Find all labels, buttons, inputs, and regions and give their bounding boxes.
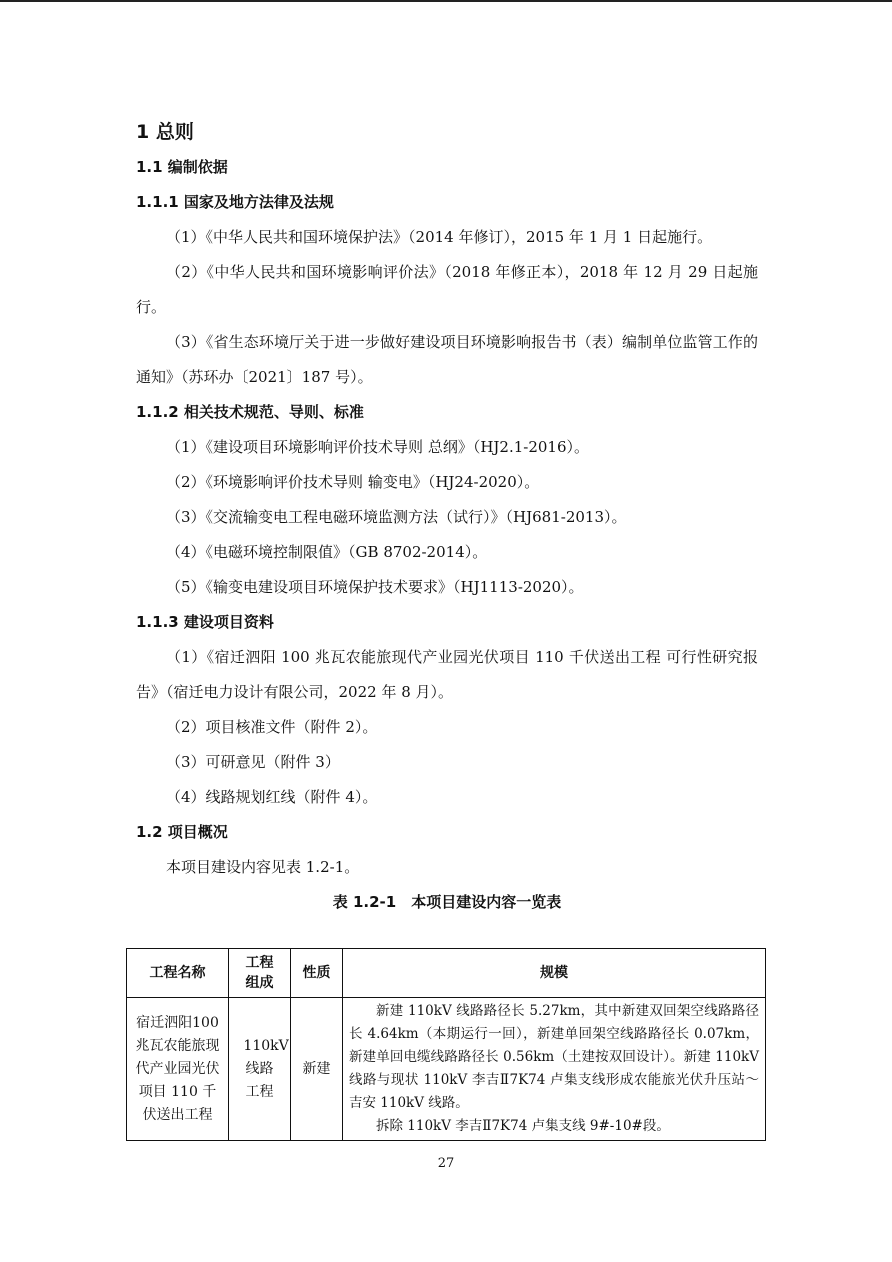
law-item: （1）《中华人民共和国环境保护法》（2014 年修订），2015 年 1 月 1 日起施行。: [166, 228, 713, 246]
table-row: [127, 998, 766, 1141]
construction-content-table: [126, 948, 766, 1141]
material-item: （1）《宿迁泗阳 100 兆瓦农能旅现代产业园光伏项目 110 千伏送出工程 可行性研究报告》（宿迁电力设计有限公司，2022 年 8 月）。: [136, 648, 758, 701]
scale-paragraph-remove: 拆除 110kV 李吉Ⅱ7K74 卢集支线 9#-10#段。: [376, 1118, 670, 1134]
chapter-heading: 1 总则: [136, 121, 194, 143]
header-scale: 规模: [343, 949, 766, 998]
header-component-text: 工程组成: [245, 955, 274, 991]
section-heading-1-1: 1.1 编制依据: [136, 158, 228, 176]
header-nature: 性质: [291, 949, 343, 998]
cell-nature: 新建: [291, 998, 343, 1141]
cell-component: [229, 998, 291, 1141]
material-item: （2）项目核准文件（附件 2）。: [166, 718, 378, 736]
law-item: （2）《中华人民共和国环境影响评价法》（2018 年修正本），2018 年 12 月 29 日起施行。: [136, 263, 758, 316]
standard-item: （2）《环境影响评价技术导则 输变电》（HJ24-2020）。: [166, 473, 540, 491]
cell-scale: [343, 998, 766, 1141]
top-rule: [0, 0, 892, 2]
section-heading-1-1-1: 1.1.1 国家及地方法律及法规: [136, 193, 334, 211]
cell-project-name: [127, 998, 229, 1141]
standard-item: （3）《交流输变电工程电磁环境监测方法（试行）》（HJ681-2013）。: [166, 508, 627, 526]
overview-text: 本项目建设内容见表 1.2-1。: [166, 858, 360, 876]
cell-component-text: 110kV线路工程: [243, 1037, 289, 1100]
table-header-row: [127, 949, 766, 998]
table-caption: 表 1.2-1 本项目建设内容一览表: [332, 893, 562, 911]
page-number: 27: [437, 1156, 455, 1171]
section-heading-1-1-3: 1.1.3 建设项目资料: [136, 613, 274, 631]
material-item: （3）可研意见（附件 3）: [166, 753, 340, 771]
header-project-name: 工程名称: [127, 949, 229, 998]
section-heading-1-1-2: 1.1.2 相关技术规范、导则、标准: [136, 403, 364, 421]
section-heading-1-2: 1.2 项目概况: [136, 823, 228, 841]
header-component: [229, 949, 291, 998]
scale-paragraph-new: 新建 110kV 线路路径长 5.27km，其中新建双回架空线路路径长 4.64km（本期运行一回），新建单回架空线路路径长 0.07km，新建单回电缆线路路径长 0.56km（土建按双回设计）。新建 110kV 线路与现状 110kV 李吉Ⅱ7K74 卢集支线形成农能旅光伏升压站～吉安 110kV 线路。: [349, 1003, 759, 1111]
law-item: （3）《省生态环境厅关于进一步做好建设项目环境影响报告书（表）编制单位监管工作的通知》（苏环办〔2021〕187 号）。: [136, 333, 758, 386]
standard-item: （1）《建设项目环境影响评价技术导则 总纲》（HJ2.1-2016）。: [166, 438, 590, 456]
standard-item: （5）《输变电建设项目环境保护技术要求》（HJ1113-2020）。: [166, 578, 584, 596]
standard-item: （4）《电磁环境控制限值》（GB 8702-2014）。: [166, 543, 488, 561]
cell-project-name-text: 宿迁泗阳100 兆瓦农能旅现代产业园光伏项目 110 千伏送出工程: [135, 1014, 220, 1123]
document-body: [136, 114, 758, 917]
material-item: （4）线路规划红线（附件 4）。: [166, 788, 378, 806]
